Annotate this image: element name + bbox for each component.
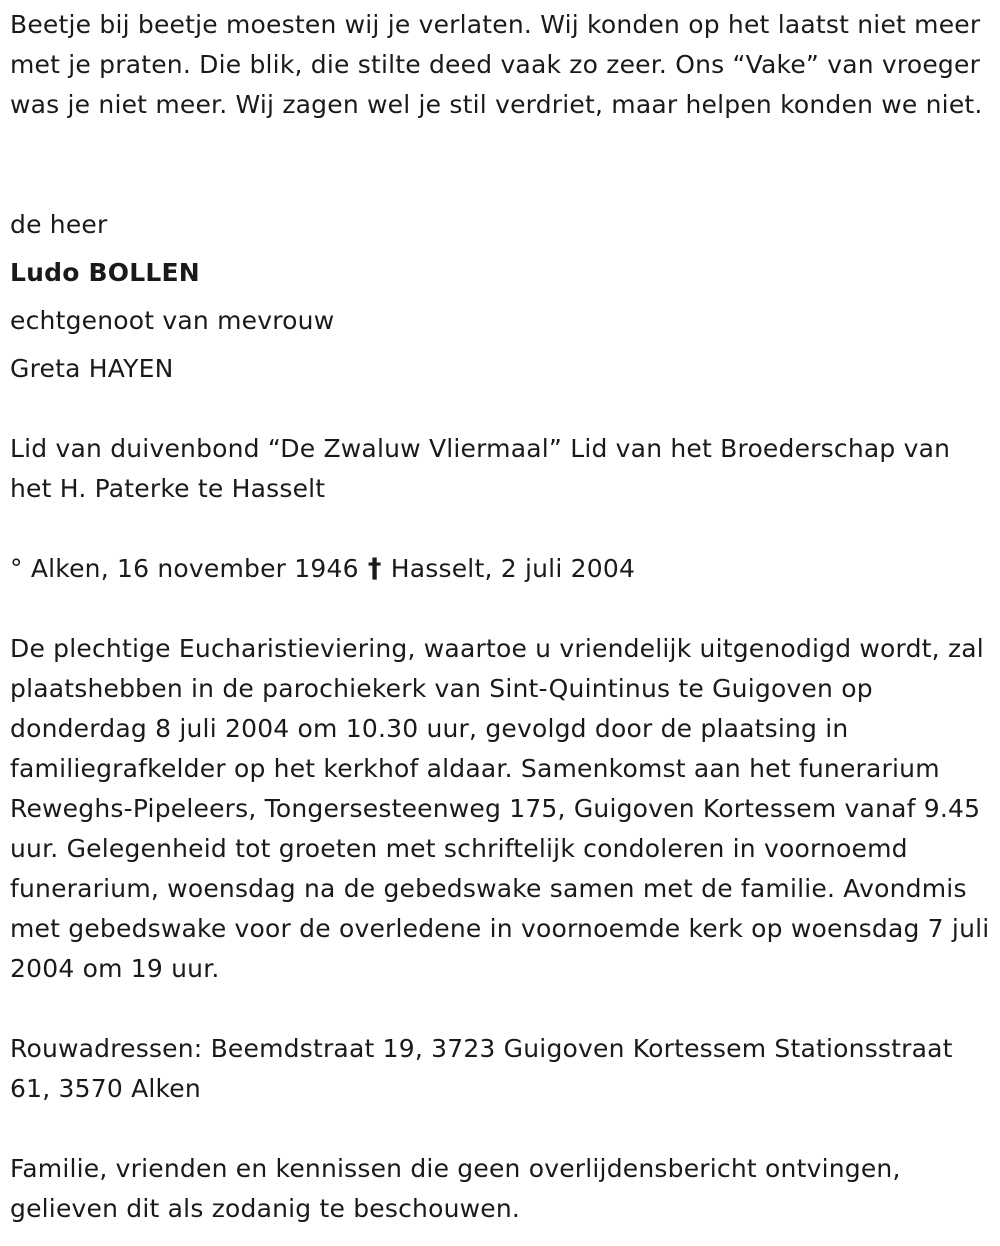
- notice-paragraph: Familie, vrienden en kennissen die geen overlijdensbericht ontvingen, gelieven dit als zodanig te beschouwen.: [10, 1154, 901, 1223]
- birth-death-line: [10, 549, 635, 589]
- spouse-name: Greta HAYEN: [10, 354, 174, 383]
- cross-icon: †: [367, 553, 382, 584]
- service-paragraph: De plechtige Eucharistieviering, waartoe u vriendelijk uitgenodigd wordt, zal plaatshebben in de parochiekerk van Sint-Quintinus te Guigoven op donderdag 8 juli 2004 om 10.30 uur, gevolgd door de plaatsing in familiegrafkelder op het kerkhof aldaar. Samenkomst aan het funerarium Reweghs-Pipeleers, Tongersesteenweg 175, Guigoven Kortessem vanaf 9.45 uur. Gelegenheid tot groeten met schriftelijk condoleren in voornoemd funerarium, woensdag na de gebedswake samen met de familie. Avondmis met gebedswake voor de overledene in voornoemde kerk op woensdag 7 juli 2004 om 19 uur.: [10, 634, 990, 983]
- memberships-paragraph: Lid van duivenbond “De Zwaluw Vliermaal” Lid van het Broederschap van het H. Paterke te Hasselt: [10, 434, 951, 503]
- honorific-title: de heer: [10, 210, 108, 239]
- deceased-name: Ludo BOLLEN: [10, 258, 200, 287]
- intro-paragraph: Beetje bij beetje moesten wij je verlaten. Wij konden op het laatst niet meer met je praten. Die blik, die stilte deed vaak zo zeer. Ons “Vake” van vroeger was je niet meer. Wij zagen wel je stil verdriet, maar helpen konden we niet.: [10, 10, 983, 119]
- birth-info: ° Alken, 16 november 1946: [10, 554, 359, 583]
- death-info: Hasselt, 2 juli 2004: [390, 554, 636, 583]
- addresses-paragraph: Rouwadressen: Beemdstraat 19, 3723 Guigoven Kortessem Stationsstraat 61, 3570 Alken: [10, 1034, 953, 1103]
- spouse-label: echtgenoot van mevrouw: [10, 306, 335, 335]
